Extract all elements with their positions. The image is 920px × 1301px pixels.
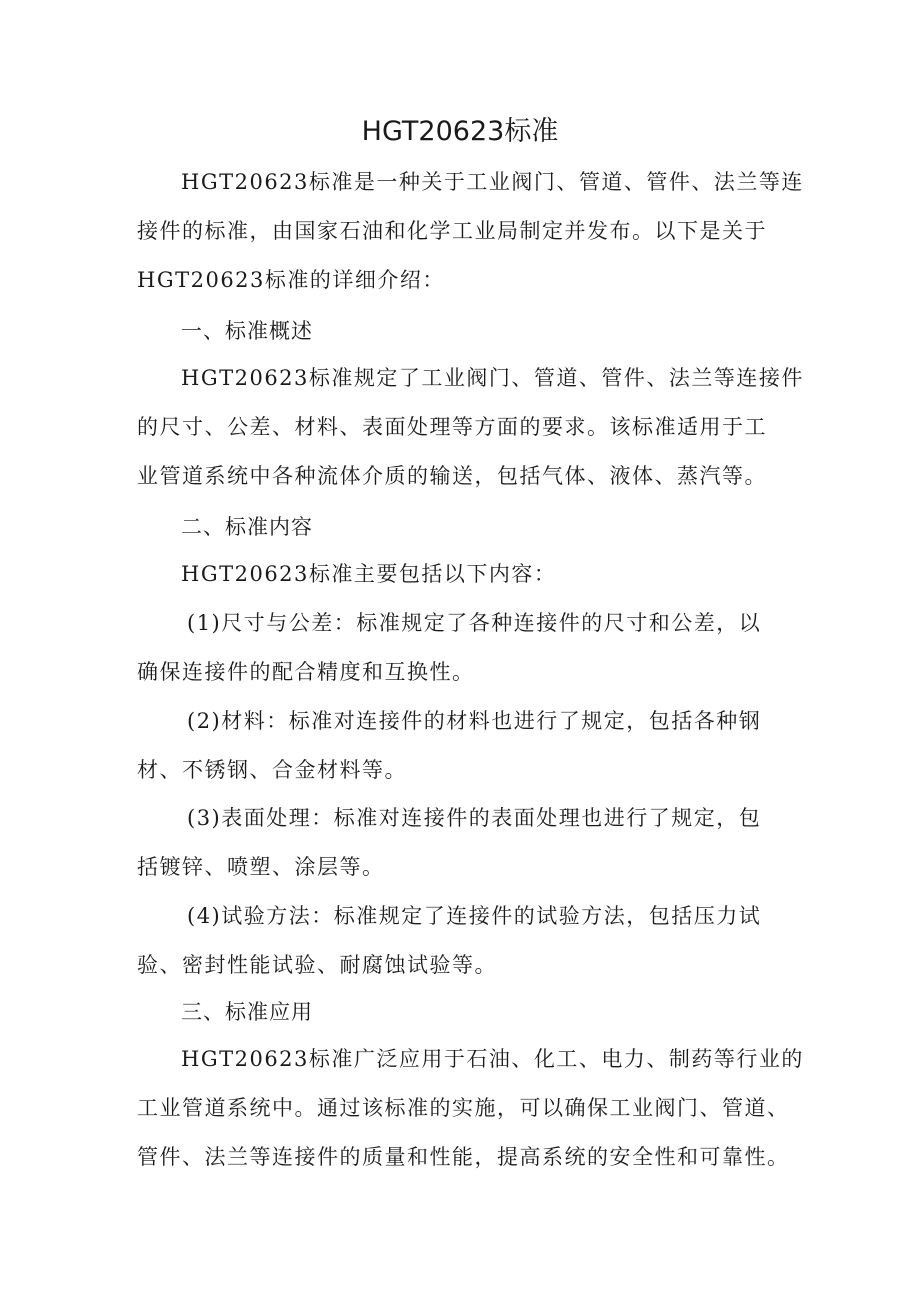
document-title: HGT20623标准 [361,116,559,147]
content-item-1-line-2: 确保连接件的配合精度和互换性。 [137,660,475,684]
application-line-3: 管件、法兰等连接件的质量和性能，提高系统的安全性和可靠性。 [137,1145,790,1169]
content-item-3-line-2: 括镀锌、喷塑、涂层等。 [137,855,385,879]
content-item-4-line-2: 验、密封性能试验、耐腐蚀试验等。 [137,953,497,977]
content-item-2-line-2: 材、不锈钢、合金材料等。 [137,758,407,782]
section-heading-content: 二、标准内容 [181,515,313,539]
content-intro-line: HGT20623标准主要包括以下内容： [181,562,557,586]
content-item-4-line-1: (4)试验方法：标准规定了连接件的试验方法，包括压力试 [187,904,762,928]
section-heading-application: 三、标准应用 [181,1000,313,1024]
overview-line-3: 业管道系统中各种流体介质的输送，包括气体、液体、蒸汽等。 [137,464,767,488]
section-heading-overview: 一、标准概述 [181,319,313,343]
overview-line-2: 的尺寸、公差、材料、表面处理等方面的要求。该标准适用于工 [137,415,767,439]
intro-line-2: 接件的标准，由国家石油和化学工业局制定并发布。以下是关于 [137,219,767,243]
intro-line-3: HGT20623标准的详细介绍： [137,268,445,292]
content-item-3-line-1: (3)表面处理：标准对连接件的表面处理也进行了规定，包 [187,806,762,830]
intro-line-1: HGT20623标准是一种关于工业阀门、管道、管件、法兰等连 [181,170,804,194]
application-line-1: HGT20623标准广泛应用于石油、化工、电力、制药等行业的 [181,1047,804,1071]
content-item-2-line-1: (2)材料：标准对连接件的材料也进行了规定，包括各种钢 [187,709,762,733]
content-item-1-line-1: (1)尺寸与公差：标准规定了各种连接件的尺寸和公差，以 [187,611,762,635]
application-line-2: 工业管道系统中。通过该标准的实施，可以确保工业阀门、管道、 [137,1096,790,1120]
overview-line-1: HGT20623标准规定了工业阀门、管道、管件、法兰等连接件 [181,366,804,390]
